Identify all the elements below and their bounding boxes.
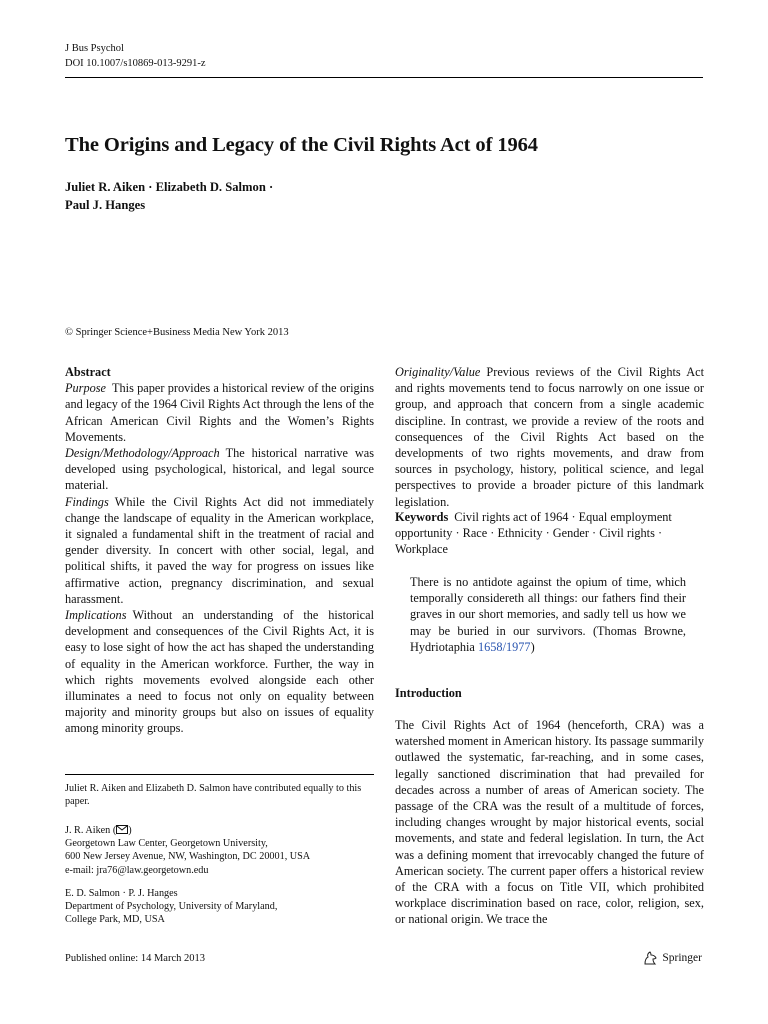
footnote-rule bbox=[65, 774, 374, 775]
abstract-originality bbox=[395, 364, 704, 510]
footnote-contribution: Juliet R. Aiken and Elizabeth D. Salmon have contributed equally to this paper. bbox=[65, 783, 362, 808]
keywords bbox=[395, 509, 704, 558]
aiken-affiliation-2: 600 New Jersey Avenue, NW, Washington, DC 20001, USA bbox=[65, 851, 311, 863]
epigraph-citation-link[interactable]: 1658/1977 bbox=[477, 639, 531, 654]
keywords-text: Civil rights act of 1964 · Equal employment opportunity · Race · Ethnicity · Gender · Civil rights · Workplace bbox=[395, 510, 672, 557]
journal-name: J Bus Psychol bbox=[65, 43, 124, 54]
originality-text: Previous reviews of the Civil Rights Act and rights movements tend to focus narrowly on one issue or group, and approach that concern from a single academic discipline. In contrast, we provide a review of the roots and consequences of the Civil Rights Act based on the developments of two rights movements, and draw from sources in psychology, history, political science, and legal perspectives to provide a broader picture of this landmark legislation. bbox=[395, 365, 704, 509]
salmon-hanges-affiliation-2: College Park, MD, USA bbox=[65, 914, 165, 926]
findings-label: Findings bbox=[65, 494, 109, 509]
salmon-hanges-names: E. D. Salmon · P. J. Hanges bbox=[65, 888, 178, 899]
originality-label: Originality/Value bbox=[395, 365, 481, 379]
salmon-hanges-affiliation-1: Department of Psychology, University of Maryland, bbox=[65, 901, 278, 913]
epigraph-close: ) bbox=[530, 639, 535, 654]
abstract bbox=[65, 364, 374, 737]
abstract-heading: Abstract bbox=[65, 365, 111, 379]
findings-text: While the Civil Rights Act did not immediately change the landscape of equality in the American workplace, it signaled a fundamental shift in the treatment of racial and gender diversity. In concert with other social, legal, and political shifts, it paved the way for progress on issues like affirmative action, pregnancy discrimination, and sexual harassment. bbox=[65, 494, 374, 606]
abstract-design bbox=[65, 445, 374, 494]
keywords-label: Keywords bbox=[395, 510, 449, 524]
implications-label: Implications bbox=[65, 608, 127, 623]
paper-title: The Origins and Legacy of the Civil Rights Act of 1964 bbox=[65, 134, 538, 156]
aiken-affiliation-1: Georgetown Law Center, Georgetown University, bbox=[65, 838, 268, 850]
purpose-text: This paper provides a historical review of the origins and legacy of the 1964 Civil Rights Act through the lens of the African American Civil Rights and the Women’s Rights Movements. bbox=[65, 381, 374, 444]
authors-line-2: Paul J. Hanges bbox=[65, 198, 146, 212]
envelope-icon bbox=[116, 825, 128, 834]
header-rule bbox=[65, 77, 703, 78]
design-text: The historical narrative was developed using psychological, historical, and legal source material. bbox=[65, 446, 374, 493]
doi: DOI 10.1007/s10869-013-9291-z bbox=[65, 58, 206, 69]
abstract-findings bbox=[65, 494, 374, 607]
abstract-purpose bbox=[65, 380, 374, 445]
epigraph-text: There is no antidote against the opium of time, which temporally considereth all things: our fathers find their graves in our short memories, and sadly tell us how we may be buried in our survivors. (Thomas Browne, Hydriotaphia bbox=[410, 575, 686, 654]
design-label: Design/Methodology/Approach bbox=[65, 446, 220, 461]
publisher-name: Springer bbox=[662, 952, 702, 964]
epigraph bbox=[410, 574, 686, 655]
introduction-heading: Introduction bbox=[395, 686, 462, 700]
published-date: Published online: 14 March 2013 bbox=[65, 953, 205, 964]
aiken-email[interactable]: e-mail: jra76@law.georgetown.edu bbox=[65, 864, 209, 876]
copyright: © Springer Science+Business Media New York 2013 bbox=[65, 327, 289, 338]
implications-text: Without an understanding of the historical development and consequences of the Civil Rights Act, it is easy to lose sight of how the act has shaped the understanding of equality in the American workforce. Further, the way in which rights movements evolved alongside each other illuminates a need to focus not only on equality between majority and minority groups but also on issues of equality among minority groups. bbox=[65, 608, 374, 736]
aiken-name: J. R. Aiken ( bbox=[65, 825, 117, 836]
springer-horse-icon bbox=[642, 951, 658, 965]
abstract-implications bbox=[65, 607, 374, 737]
introduction-text: The Civil Rights Act of 1964 (henceforth, CRA) was a watershed moment in American history. Its passage summarily outlawed the systematic, far-reaching, and in some cases, legally sanctioned discrimination that had prevailed for decades across a number of areas of American society. The passage of the CRA was the result of a multitude of forces, including changes wrought by major historical events, social movements, and state and federal legislation. In turn, the Act was a defining moment that irrevocably changed the future of American society. The current paper offers a historical review of the CRA with a focus on Title VII, which prohibited workplace discrimination based on race, color, religion, sex, or national origin. We trace the bbox=[395, 718, 704, 927]
purpose-label: Purpose bbox=[65, 381, 106, 396]
publisher-logo bbox=[642, 951, 702, 965]
affiliation-aiken: J. R. Aiken ( ) Georgetown Law Center, Georgetown University, 600 New Jersey Avenue, NW, Washington, DC 20001, USA e-mail: jra76@law.georgetown.edu bbox=[65, 824, 374, 877]
affiliation-salmon-hanges bbox=[65, 887, 374, 927]
authors-line-1: Juliet R. Aiken · Elizabeth D. Salmon · bbox=[65, 180, 274, 194]
authors bbox=[65, 178, 273, 214]
